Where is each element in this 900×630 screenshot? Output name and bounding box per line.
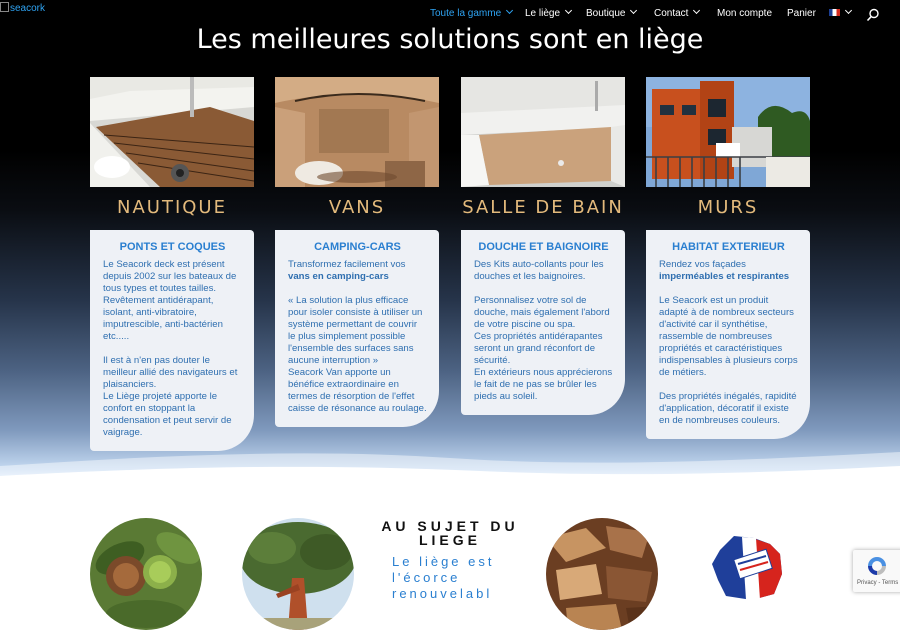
- made-in-france-badge: [712, 534, 792, 600]
- chevron-down-icon: [565, 7, 572, 14]
- van-interior-photo[interactable]: [275, 77, 439, 187]
- cork-bark-image: [546, 518, 658, 630]
- card-title: PONTS ET COQUES: [119, 241, 226, 253]
- nav-label: Le liège: [525, 8, 561, 19]
- card-text-lead: Transformez facilement vos: [288, 259, 406, 270]
- nav-panier[interactable]: [787, 8, 816, 19]
- category-title: SALLE DE BAIN: [462, 197, 624, 218]
- cork-oak-tree-photo[interactable]: [242, 518, 354, 630]
- french-flag-icon: [829, 9, 840, 16]
- card-text: Des Kits auto-collants pour les douches et les baignoires. Personnalisez votre sol de douche, mais également l'abord de votre piscine ou spa. Ces propriétés antidérapantes seront un grand réconfort de sécurité. En extérieurs nous apprécierons le fait de ne pas se brûler les pieds au soleil.: [474, 259, 613, 402]
- nav-label: Panier: [787, 8, 816, 19]
- card-title: HABITAT EXTERIEUR: [672, 241, 785, 253]
- cork-oak-image: [242, 518, 354, 630]
- card-text: [659, 259, 798, 427]
- logo-alt-text: seacork: [10, 3, 46, 14]
- language-switcher[interactable]: [829, 8, 851, 19]
- card-text: [288, 259, 427, 415]
- search-icon[interactable]: [866, 8, 880, 22]
- column-salle-de-bain: [461, 77, 625, 415]
- column-nautique: [90, 77, 254, 451]
- category-title: VANS: [328, 197, 386, 218]
- nav-contact[interactable]: [654, 8, 699, 19]
- recaptcha-links[interactable]: Privacy - Terms: [857, 580, 899, 586]
- card-text-body: Le Seacork est un produit adapté à de nombreux secteurs d'activité car il synthétise, rassemble de nombreuses propriétés et caractéristiques indispensables à plusieurs corps de métiers. Des propriétés inégalés, rapidité d'application, décoratif il existe en de nombreuses couleurs.: [659, 295, 798, 426]
- category-title: MURS: [697, 197, 759, 218]
- about-text: Le liège est l'écorce renouvelabl: [392, 554, 495, 601]
- acorns-photo[interactable]: [90, 518, 202, 630]
- main-nav: [0, 8, 900, 24]
- chevron-down-icon: [506, 7, 513, 14]
- hero-title: Les meilleures solutions sont en liège: [196, 24, 704, 55]
- nav-label: Contact: [654, 8, 689, 19]
- chevron-down-icon: [845, 7, 852, 14]
- cork-bark-photo[interactable]: [546, 518, 658, 630]
- card-text-lead: Rendez vos façades: [659, 259, 746, 270]
- recaptcha-badge[interactable]: [853, 550, 900, 592]
- category-title: NAUTIQUE: [117, 197, 227, 218]
- recaptcha-icon: [865, 554, 889, 578]
- nav-mon-compte[interactable]: [717, 8, 772, 19]
- about-title: AU SUJET DU LIEGE: [381, 518, 519, 548]
- card-text: Le Seacork deck est présent depuis 2002 sur les bateaux de tous types et toutes tailles. Revêtement antidérapant, isolant, anti-vibratoire, imputrescible, anti-bactérien etc..... Il est à n'en pas douter le meilleur allié des navigateurs et plaisanciers. Le Liège projeté apporte le confort en stoppant la condensation et peut servir de vaigrage.: [103, 259, 238, 438]
- boat-deck-photo[interactable]: [90, 77, 254, 187]
- info-card: [90, 230, 254, 451]
- info-card: [275, 230, 439, 427]
- shower-photo[interactable]: [461, 77, 625, 187]
- nav-label: Mon compte: [717, 8, 773, 19]
- nav-label: Boutique: [586, 8, 626, 19]
- info-card: [646, 230, 810, 439]
- card-title: CAMPING-CARS: [314, 241, 401, 253]
- info-card: [461, 230, 625, 415]
- card-text-bold: vans en camping-cars: [288, 271, 389, 282]
- card-title: DOUCHE ET BAIGNOIRE: [478, 241, 609, 253]
- card-text-body: « La solution la plus efficace pour isoler consiste à utiliser un système permettant de couvrir le plus simplement possible l'ensemble des surfaces sans aucune interruption » Seacork Van apporte un bénéfice extraordinaire en termes de résorption de l'effet caisse de résonance au roulage.: [288, 295, 427, 414]
- chevron-down-icon: [693, 7, 700, 14]
- chevron-down-icon: [630, 7, 637, 14]
- nav-toute-la-gamme[interactable]: [430, 8, 512, 19]
- nav-boutique[interactable]: [586, 8, 636, 19]
- nav-le-liege[interactable]: [525, 8, 571, 19]
- column-vans: [275, 77, 439, 427]
- acorns-image: [90, 518, 202, 630]
- card-text-bold: imperméables et respirantes: [659, 271, 790, 282]
- house-facade-photo[interactable]: [646, 77, 810, 187]
- nav-label: Toute la gamme: [430, 8, 502, 19]
- column-murs: [646, 77, 810, 439]
